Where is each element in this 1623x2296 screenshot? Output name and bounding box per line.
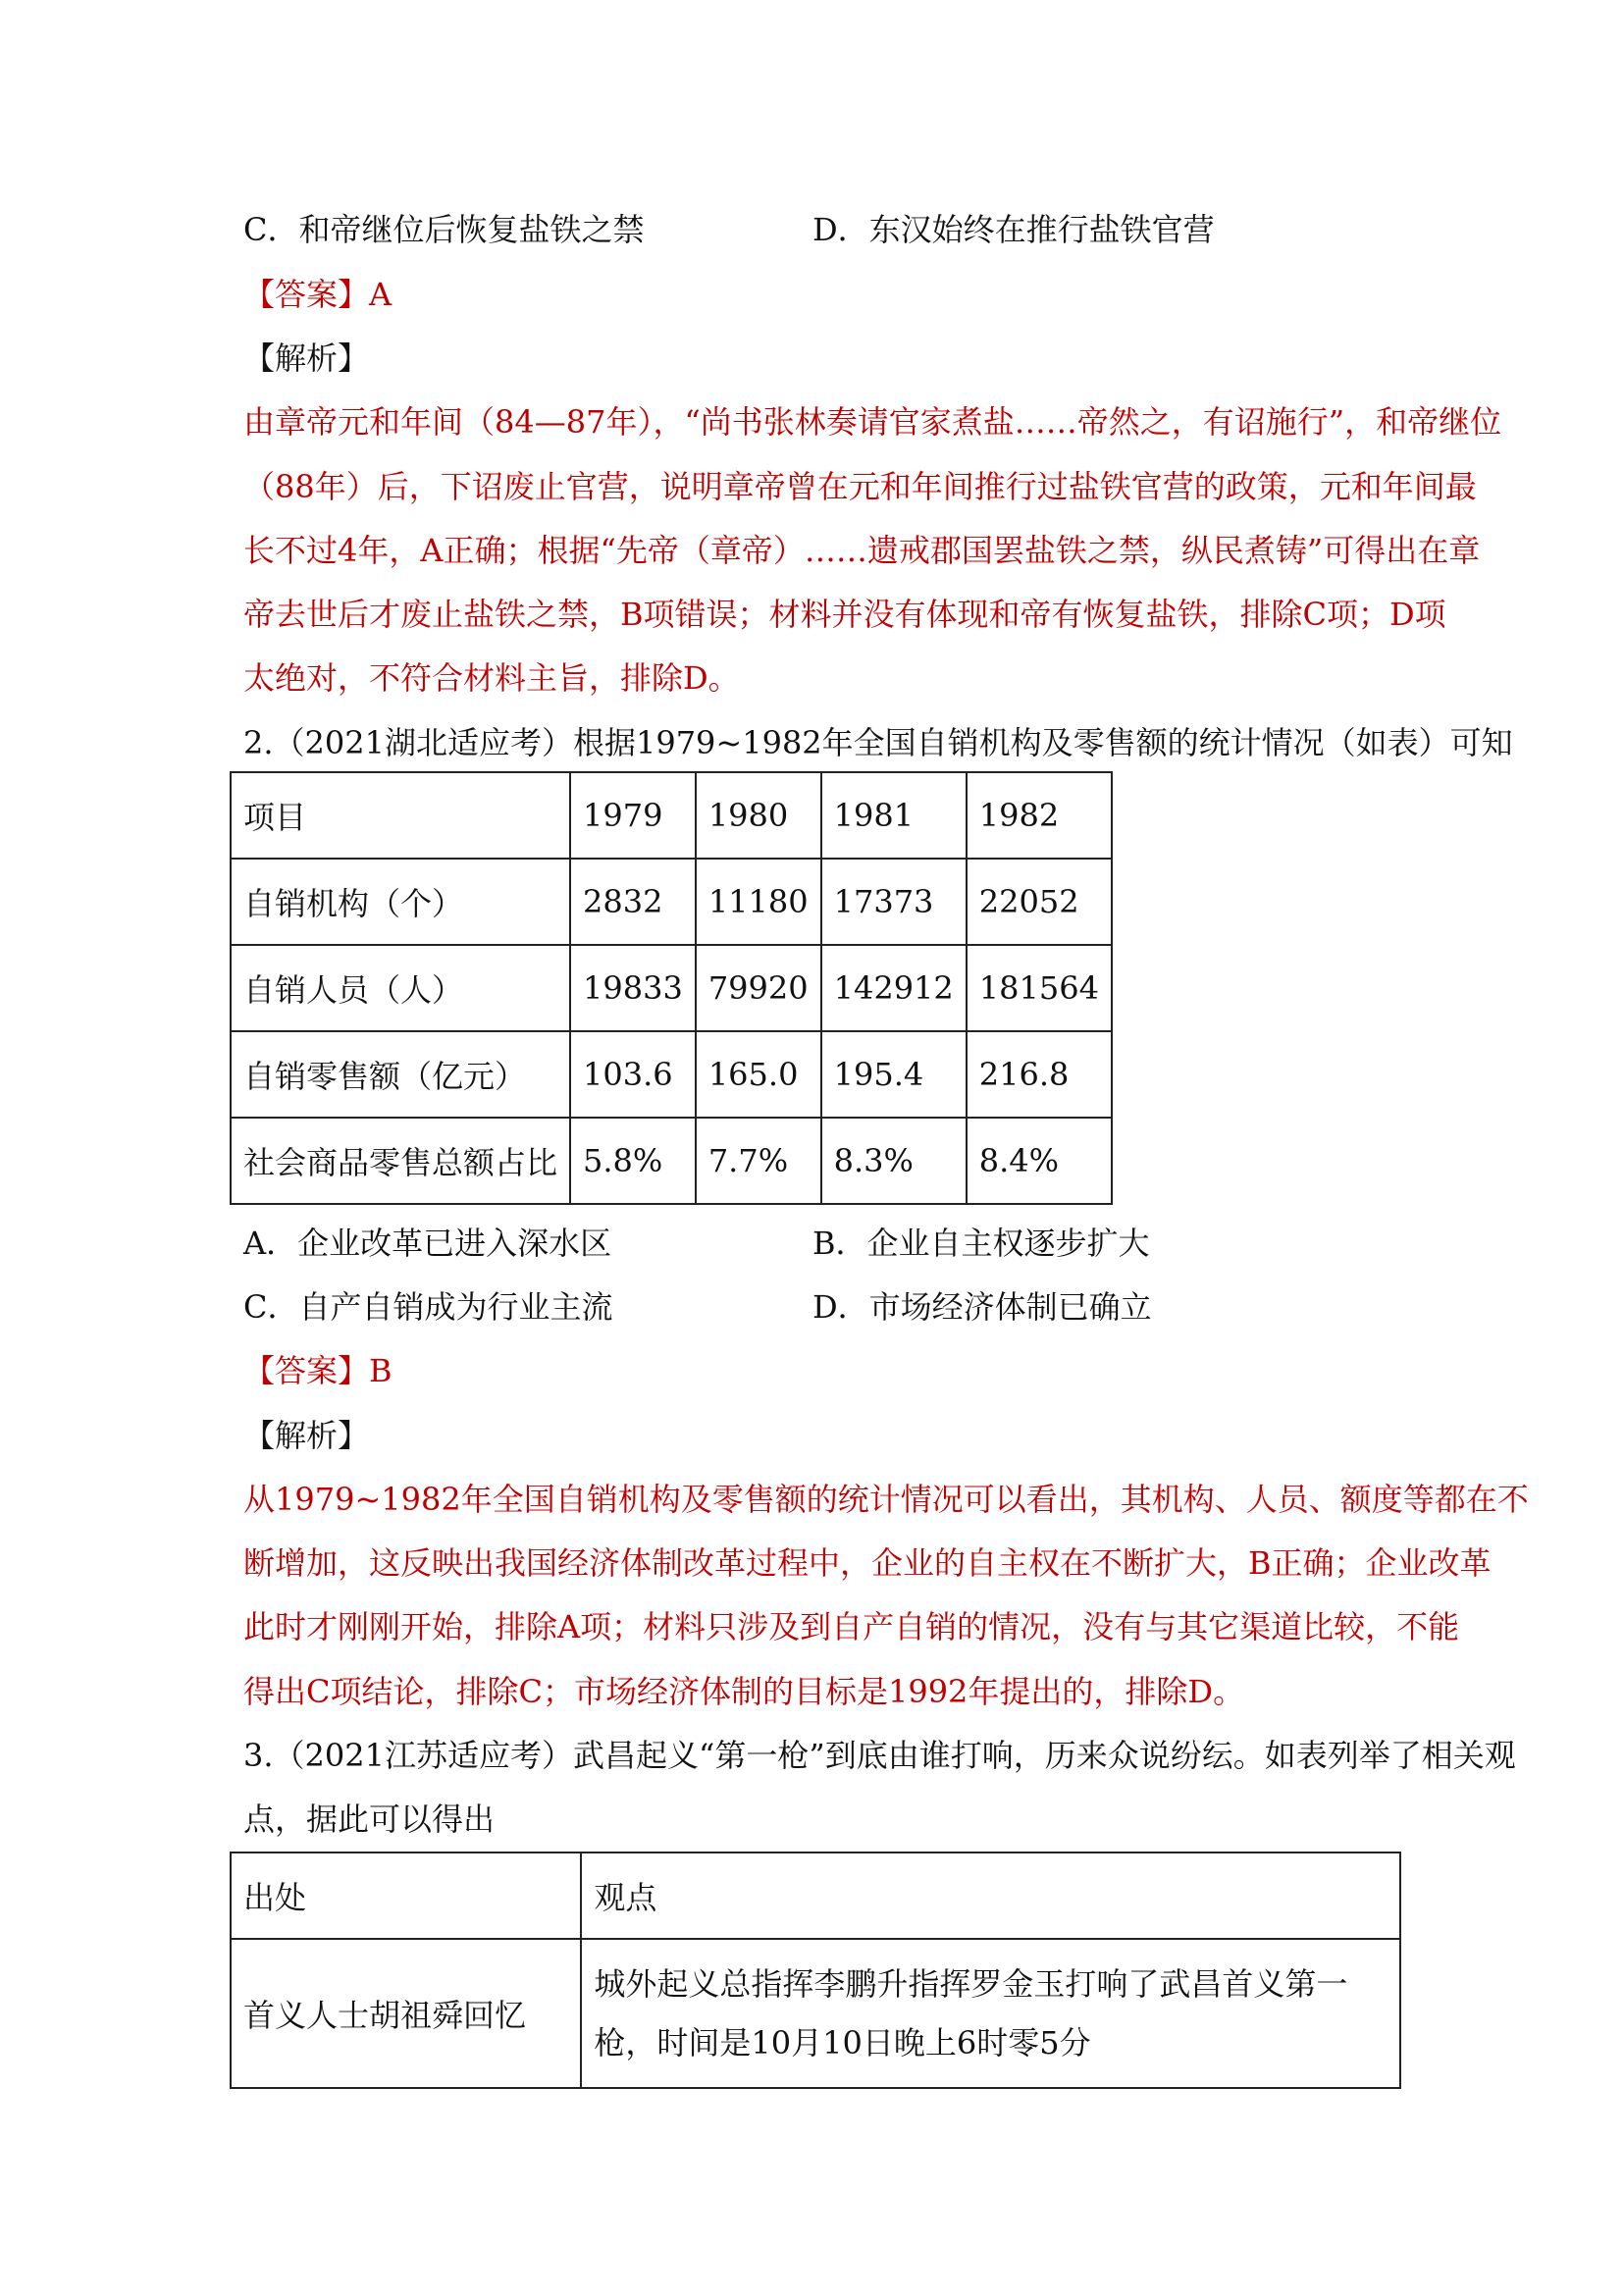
table-cell: 自销人员（人） <box>231 945 570 1031</box>
table-cell: 7.7% <box>696 1118 821 1204</box>
table-cell: 出处 <box>231 1852 581 1939</box>
q1-answer: 【答案】A <box>243 276 393 313</box>
q1-analysis-line: 太绝对，不符合材料主旨，排除D。 <box>243 659 740 697</box>
table-cell: 195.4 <box>821 1031 967 1118</box>
table-cell: 8.3% <box>821 1118 967 1204</box>
table-cell: 79920 <box>696 945 821 1031</box>
table-cell: 5.8% <box>570 1118 696 1204</box>
table-header-row <box>231 1852 1400 1939</box>
table-cell: 1982 <box>967 772 1112 859</box>
table-cell: 142912 <box>821 945 967 1031</box>
table-row <box>231 945 1112 1031</box>
q2-option-a: A．企业改革已进入深水区 <box>243 1225 612 1262</box>
q2-option-d: D．市场经济体制已确立 <box>812 1288 1152 1326</box>
q1-analysis-line: 帝去世后才废止盐铁之禁，B项错误；材料并没有体现和帝有恢复盐铁，排除C项；D项 <box>243 596 1446 633</box>
q2-stem: 2.（2021湖北适应考）根据1979~1982年全国自销机构及零售额的统计情况（如表）可知 <box>243 724 1513 761</box>
q2-analysis-line: 得出C项结论，排除C；市场经济体制的目标是1992年提出的，排除D。 <box>243 1673 1245 1710</box>
q2-answer: 【答案】B <box>243 1352 393 1389</box>
table-header-row <box>231 772 1112 859</box>
q2-option-c: C．自产自销成为行业主流 <box>243 1288 613 1326</box>
q3-viewpoint-table <box>230 1852 1401 2089</box>
table-cell: 103.6 <box>570 1031 696 1118</box>
table-row <box>231 1939 1400 2088</box>
q1-analysis-line: （88年）后，下诏废止官营，说明章帝曾在元和年间推行过盐铁官营的政策，元和年间最 <box>243 468 1477 505</box>
q1-option-d: D．东汉始终在推行盐铁官营 <box>812 211 1215 248</box>
table-cell: 1979 <box>570 772 696 859</box>
q1-analysis-line: 由章帝元和年间（84—87年），“尚书张林奏请官家煮盐……帝然之，有诏施行”，和帝继位 <box>243 403 1502 441</box>
table-cell: 自销零售额（亿元） <box>231 1031 570 1118</box>
q3-stem-line: 3.（2021江苏适应考）武昌起义“第一枪”到底由谁打响，历来众说纷纭。如表列举了相关观 <box>243 1737 1516 1774</box>
q2-analysis-line: 断增加，这反映出我国经济体制改革过程中，企业的自主权在不断扩大，B正确；企业改革 <box>243 1544 1492 1582</box>
table-cell: 社会商品零售总额占比 <box>231 1118 570 1204</box>
table-cell: 165.0 <box>696 1031 821 1118</box>
q1-option-c: C．和帝继位后恢复盐铁之禁 <box>243 211 645 248</box>
table-cell: 1980 <box>696 772 821 859</box>
q2-analysis-line: 从1979~1982年全国自销机构及零售额的统计情况可以看出，其机构、人员、额度等都在不 <box>243 1481 1529 1518</box>
table-cell: 22052 <box>967 859 1112 945</box>
table-cell: 项目 <box>231 772 570 859</box>
table-cell: 首义人士胡祖舜回忆 <box>231 1939 581 2088</box>
table-cell: 2832 <box>570 859 696 945</box>
table-cell: 11180 <box>696 859 821 945</box>
q1-analysis-label: 【解析】 <box>243 339 370 377</box>
table-row <box>231 859 1112 945</box>
q2-analysis-line: 此时才刚刚开始，排除A项；材料只涉及到自产自销的情况，没有与其它渠道比较，不能 <box>243 1608 1460 1645</box>
table-cell: 19833 <box>570 945 696 1031</box>
table-cell: 216.8 <box>967 1031 1112 1118</box>
table-cell: 观点 <box>581 1852 1400 1939</box>
table-cell: 8.4% <box>967 1118 1112 1204</box>
table-cell: 城外起义总指挥李鹏升指挥罗金玉打响了武昌首义第一枪，时间是10月10日晚上6时零5分 <box>581 1939 1400 2088</box>
table-row <box>231 1031 1112 1118</box>
q3-stem-line: 点，据此可以得出 <box>243 1800 496 1838</box>
q2-option-b: B．企业自主权逐步扩大 <box>812 1225 1150 1262</box>
q2-analysis-label: 【解析】 <box>243 1417 370 1454</box>
table-cell: 1981 <box>821 772 967 859</box>
table-row <box>231 1118 1112 1204</box>
table-cell: 自销机构（个） <box>231 859 570 945</box>
table-cell: 17373 <box>821 859 967 945</box>
table-cell: 181564 <box>967 945 1112 1031</box>
q1-analysis-line: 长不过4年，A正确；根据“先帝（章帝）……遗戒郡国罢盐铁之禁，纵民煮铸”可得出在章 <box>243 532 1481 569</box>
q2-stats-table <box>230 771 1113 1205</box>
